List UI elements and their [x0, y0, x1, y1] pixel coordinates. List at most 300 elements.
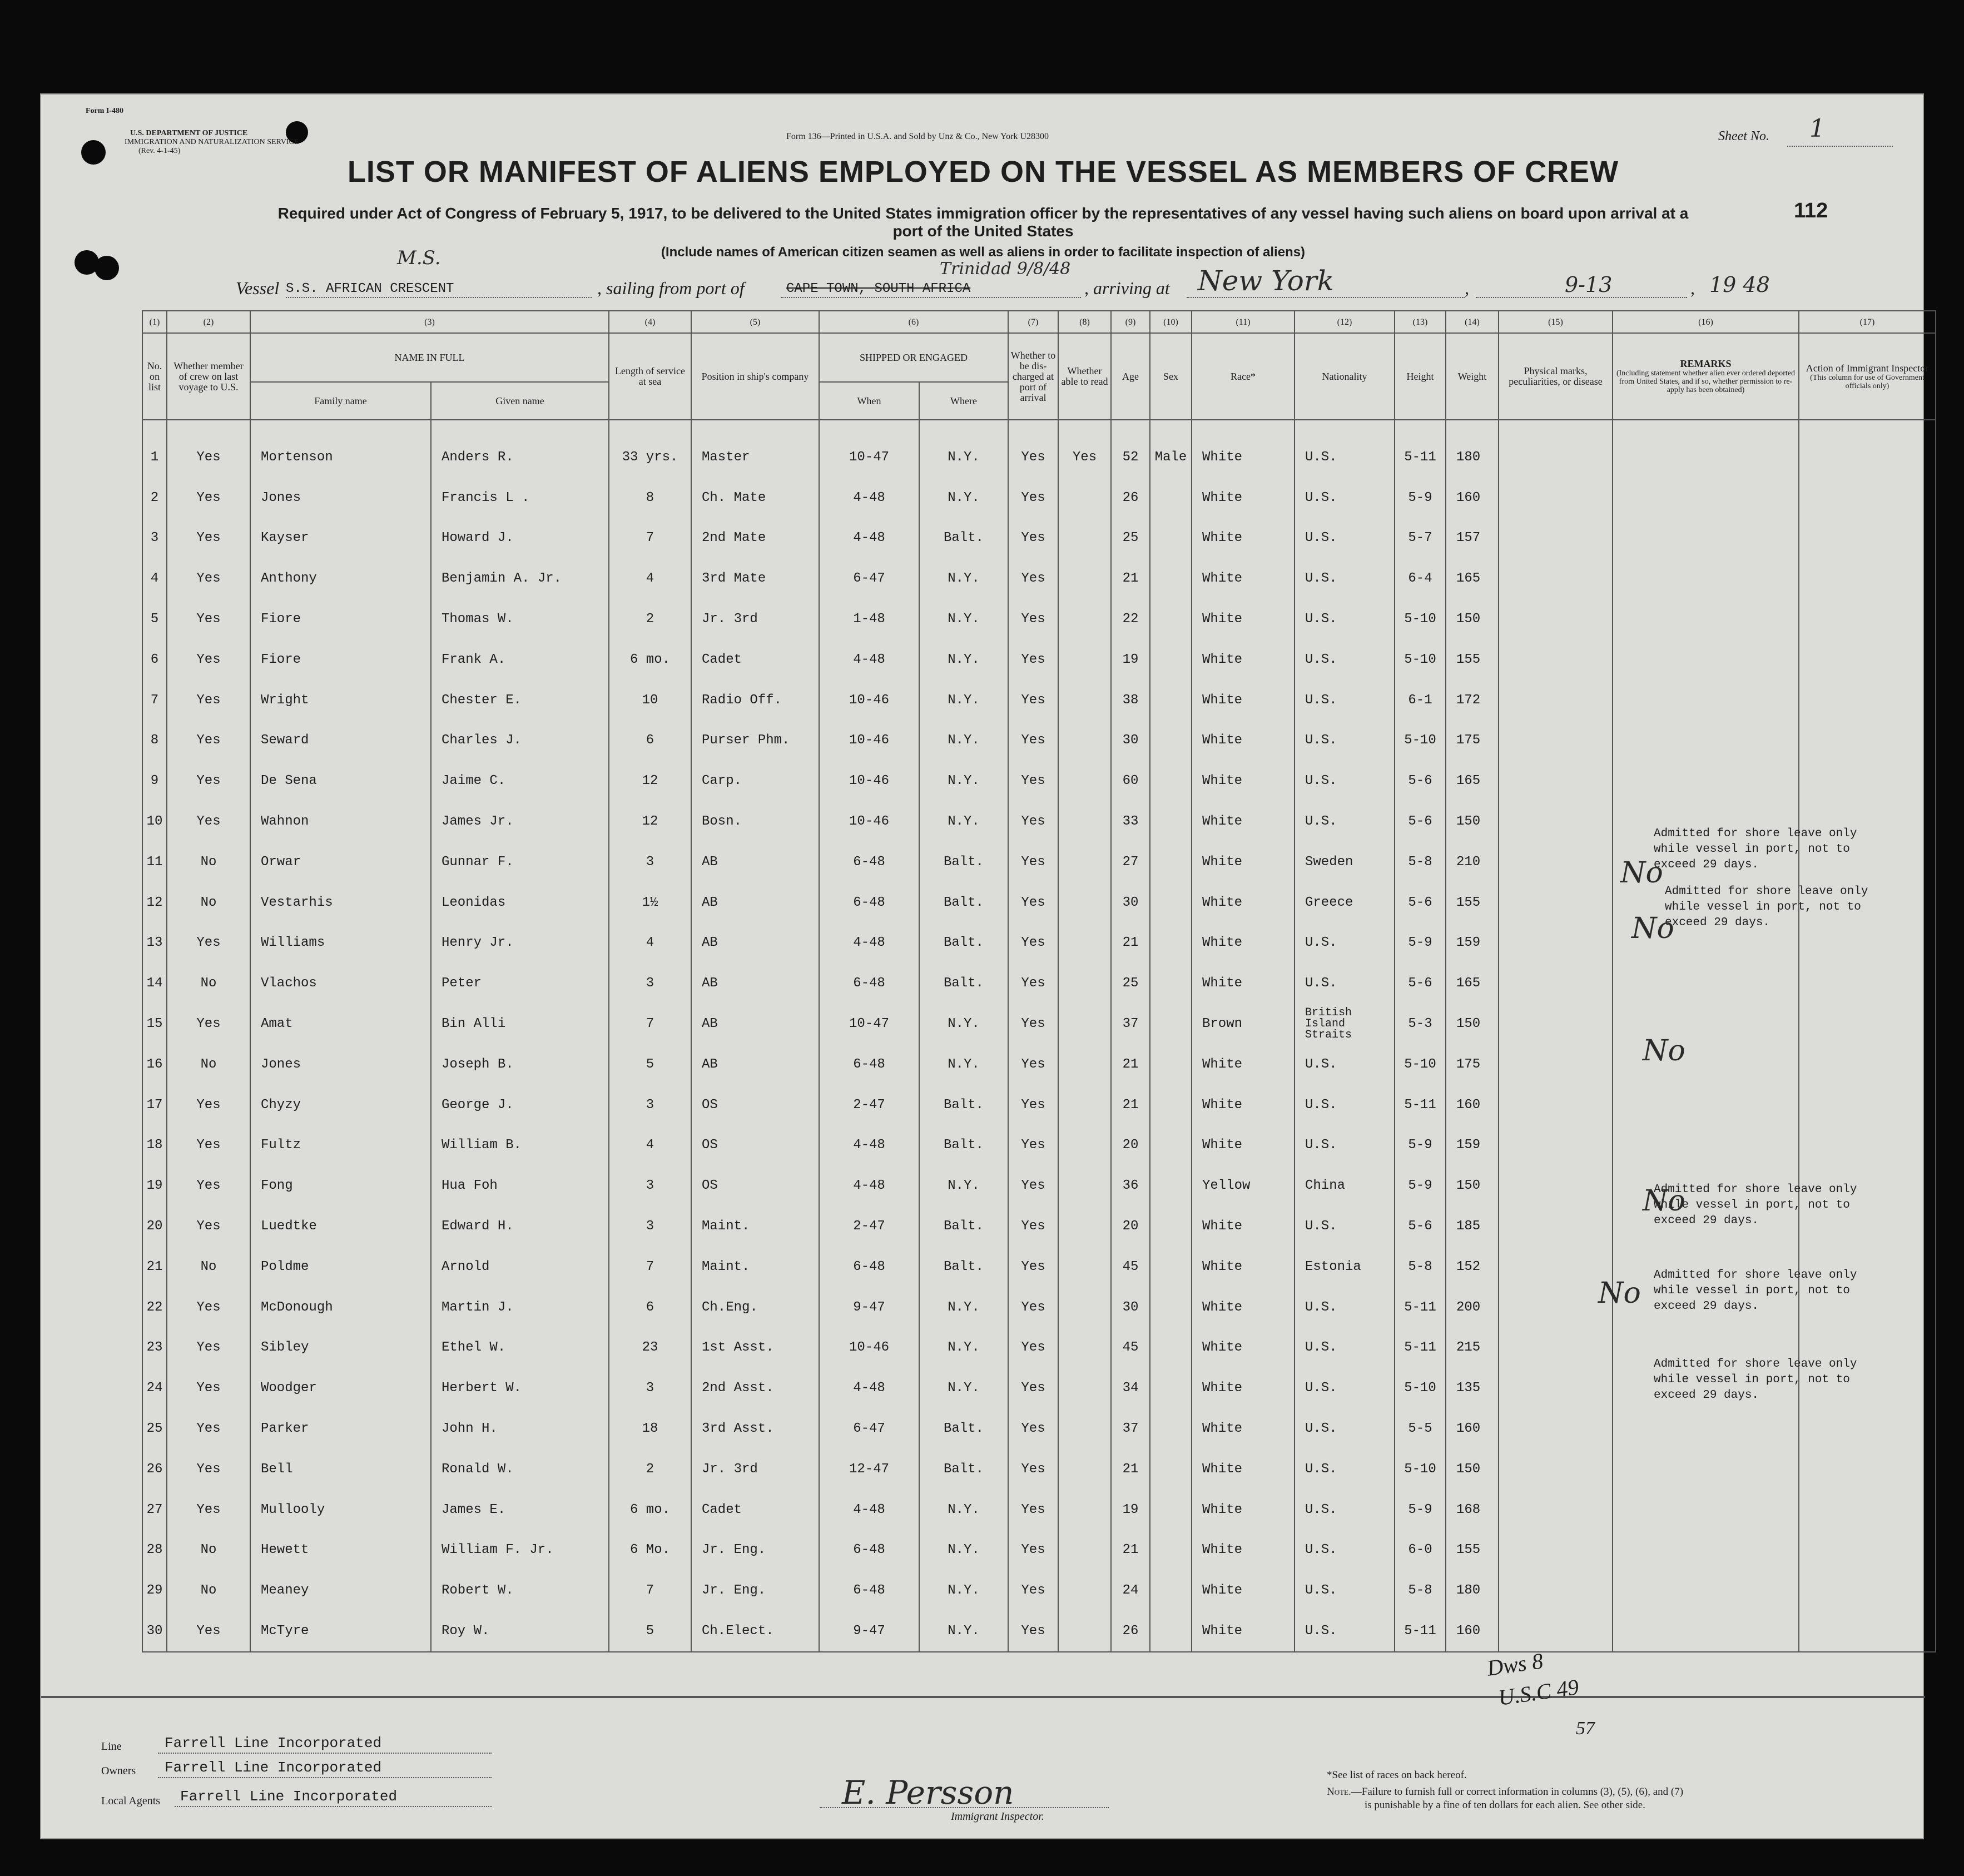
- cell-nationality: U.S.: [1295, 599, 1395, 639]
- cell-able-to-read: [1058, 801, 1111, 842]
- cell-nationality: U.S.: [1295, 1206, 1395, 1247]
- remarks-title: REMARKS: [1680, 358, 1732, 369]
- cell-position: Bosn.: [691, 801, 819, 842]
- cell-weight: 150: [1446, 599, 1499, 639]
- cell-remarks: [1613, 1004, 1799, 1044]
- col-nationality: Nationality: [1295, 333, 1395, 420]
- note-text1: —Failure to furnish full or correct information in columns (3), (5), (6), and (7): [1351, 1786, 1684, 1798]
- cell-previous-voyage: Yes: [167, 721, 250, 761]
- cell-shipped-where: Balt.: [919, 842, 1008, 882]
- cell-shipped-where: Balt.: [919, 1206, 1008, 1247]
- margin-cell: [1936, 599, 1951, 639]
- col14-number: (14): [1446, 311, 1499, 333]
- cell-age: 30: [1111, 882, 1150, 923]
- cell-family-name: Poldme: [250, 1247, 431, 1287]
- cell-height: 5-9: [1395, 923, 1446, 964]
- cell-service: 6: [609, 721, 691, 761]
- cell-shipped-where: Balt.: [919, 1125, 1008, 1166]
- inspector-no-mark: No: [1620, 856, 1663, 890]
- cell-inspector-action: [1799, 1570, 1936, 1611]
- cell-weight: 165: [1446, 963, 1499, 1004]
- cell-family-name: Luedtke: [250, 1206, 431, 1247]
- cell-able-to-read: [1058, 1004, 1111, 1044]
- cell-shipped-when: 4-48: [819, 1368, 919, 1408]
- cell-sex: [1150, 1044, 1192, 1085]
- table-row: [119, 963, 1951, 1004]
- cell-race: White: [1192, 1287, 1295, 1328]
- cell-previous-voyage: Yes: [167, 558, 250, 599]
- cell-no: 22: [142, 1287, 167, 1328]
- cell-family-name: Fong: [250, 1165, 431, 1206]
- cell-shipped-when: 9-47: [819, 1287, 919, 1328]
- cell-previous-voyage: Yes: [167, 1368, 250, 1408]
- col8-number: (8): [1058, 311, 1111, 333]
- cell-nationality: U.S.: [1295, 518, 1395, 559]
- inspector-no-mark: No: [1643, 1184, 1685, 1218]
- cell-age: 20: [1111, 1125, 1150, 1166]
- cell-family-name: Wright: [250, 680, 431, 721]
- cell-weight: 155: [1446, 639, 1499, 680]
- arriving-port: New York: [1198, 265, 1334, 297]
- cell-shipped-when: 10-46: [819, 761, 919, 801]
- cell-previous-voyage: Yes: [167, 1206, 250, 1247]
- margin-cell: [119, 1611, 142, 1652]
- cell-sex: [1150, 1247, 1192, 1287]
- table-row: [119, 721, 1951, 761]
- cell-height: 5-6: [1395, 761, 1446, 801]
- footer-divider: [41, 1696, 1925, 1698]
- cell-height: 5-9: [1395, 478, 1446, 518]
- cell-age: 38: [1111, 680, 1150, 721]
- cell-previous-voyage: No: [167, 1530, 250, 1571]
- cell-inspector-action: [1799, 1611, 1936, 1652]
- cell-discharged: Yes: [1008, 1490, 1058, 1530]
- cell-nationality: Greece: [1295, 882, 1395, 923]
- cell-no: 9: [142, 761, 167, 801]
- margin-cell: [1936, 1085, 1951, 1125]
- cell-no: 24: [142, 1368, 167, 1408]
- cell-able-to-read: [1058, 478, 1111, 518]
- remark-admitted-shore-leave: Admitted for shore leave only while vessel in port, not to exceed 29 days.: [1665, 885, 1868, 929]
- table-row: [119, 420, 1951, 478]
- cell-no: 8: [142, 721, 167, 761]
- cell-age: 45: [1111, 1247, 1150, 1287]
- cell-age: 30: [1111, 721, 1150, 761]
- cell-previous-voyage: Yes: [167, 1449, 250, 1490]
- cell-height: 5-11: [1395, 1328, 1446, 1368]
- cell-nationality: U.S.: [1295, 1125, 1395, 1166]
- cell-service: 6 mo.: [609, 639, 691, 680]
- cell-race: White: [1192, 882, 1295, 923]
- margin-cell: [119, 882, 142, 923]
- cell-given-name: Hua Foh: [431, 1165, 609, 1206]
- cell-no: 2: [142, 478, 167, 518]
- cell-race: White: [1192, 639, 1295, 680]
- cell-race: White: [1192, 1206, 1295, 1247]
- col-inspector-action: [1799, 333, 1936, 420]
- cell-inspector-action: [1799, 1408, 1936, 1449]
- cell-family-name: Vlachos: [250, 963, 431, 1004]
- cell-shipped-where: N.Y.: [919, 1490, 1008, 1530]
- margin-cell: [1936, 478, 1951, 518]
- cell-weight: 180: [1446, 1570, 1499, 1611]
- cell-family-name: Mullooly: [250, 1490, 431, 1530]
- cell-height: 5-7: [1395, 518, 1446, 559]
- cell-race: White: [1192, 963, 1295, 1004]
- cell-weight: 175: [1446, 1044, 1499, 1085]
- cell-physical-marks: [1499, 518, 1613, 559]
- cell-shipped-when: 4-48: [819, 639, 919, 680]
- margin-cell: [119, 801, 142, 842]
- cell-physical-marks: [1499, 721, 1613, 761]
- inspector-no-mark: No: [1598, 1277, 1641, 1310]
- cell-discharged: Yes: [1008, 721, 1058, 761]
- cell-discharged: Yes: [1008, 1449, 1058, 1490]
- table-row: [119, 639, 1951, 680]
- cell-nationality: U.S.: [1295, 1085, 1395, 1125]
- col-remarks: [1613, 333, 1799, 420]
- margin-cell: [1936, 1044, 1951, 1085]
- sheet-label: Sheet No.: [1718, 129, 1769, 143]
- cell-height: 5-6: [1395, 801, 1446, 842]
- tally-line2: U.S.C 49: [1496, 1674, 1581, 1710]
- cell-race: Brown: [1192, 1004, 1295, 1044]
- cell-age: 24: [1111, 1570, 1150, 1611]
- cell-previous-voyage: Yes: [167, 680, 250, 721]
- cell-no: 3: [142, 518, 167, 559]
- cell-weight: 150: [1446, 1165, 1499, 1206]
- cell-inspector-action: [1799, 1004, 1936, 1044]
- cell-no: 10: [142, 801, 167, 842]
- remarks-note: (Including statement whether alien ever ordered deported from United States, and if so, whether permission to re-apply has been obtained): [1616, 369, 1796, 394]
- cell-shipped-when: 12-47: [819, 1449, 919, 1490]
- cell-discharged: Yes: [1008, 882, 1058, 923]
- cell-height: 5-9: [1395, 1165, 1446, 1206]
- col4-number: (4): [609, 311, 691, 333]
- col9-number: (9): [1111, 311, 1150, 333]
- cell-race: Yellow: [1192, 1165, 1295, 1206]
- cell-discharged: Yes: [1008, 558, 1058, 599]
- cell-nationality: U.S.: [1295, 1449, 1395, 1490]
- cell-remarks: [1613, 1490, 1799, 1530]
- cell-discharged: Yes: [1008, 1530, 1058, 1571]
- cell-weight: 175: [1446, 721, 1499, 761]
- cell-service: 3: [609, 1368, 691, 1408]
- cell-position: Cadet: [691, 639, 819, 680]
- cell-shipped-where: Balt.: [919, 518, 1008, 559]
- inspector-action-note: (This column for use of Government officials only): [1810, 373, 1925, 390]
- margin-cell: [1936, 721, 1951, 761]
- cell-able-to-read: [1058, 639, 1111, 680]
- cell-race: White: [1192, 1328, 1295, 1368]
- cell-nationality: U.S.: [1295, 1490, 1395, 1530]
- cell-previous-voyage: Yes: [167, 1611, 250, 1652]
- cell-service: 12: [609, 801, 691, 842]
- cell-race: White: [1192, 1044, 1295, 1085]
- cell-age: 21: [1111, 558, 1150, 599]
- cell-inspector-action: [1799, 1044, 1936, 1085]
- cell-inspector-action: [1799, 1125, 1936, 1166]
- cell-physical-marks: [1499, 680, 1613, 721]
- cell-given-name: Charles J.: [431, 721, 609, 761]
- line-value: Farrell Line Incorporated: [165, 1735, 382, 1751]
- cell-shipped-when: 10-47: [819, 420, 919, 478]
- cell-nationality: U.S.: [1295, 1287, 1395, 1328]
- cell-given-name: James E.: [431, 1490, 609, 1530]
- cell-age: 37: [1111, 1004, 1150, 1044]
- cell-sex: [1150, 680, 1192, 721]
- crew-manifest-table: [119, 310, 1951, 1652]
- cell-family-name: Anthony: [250, 558, 431, 599]
- table-row: [119, 1530, 1951, 1571]
- cell-sex: [1150, 1570, 1192, 1611]
- cell-age: 30: [1111, 1287, 1150, 1328]
- cell-discharged: Yes: [1008, 801, 1058, 842]
- cell-previous-voyage: No: [167, 1044, 250, 1085]
- cell-service: 10: [609, 680, 691, 721]
- cell-nationality: U.S.: [1295, 1611, 1395, 1652]
- col15-number: (15): [1499, 311, 1613, 333]
- cell-able-to-read: [1058, 1206, 1111, 1247]
- cell-position: AB: [691, 923, 819, 964]
- inspector-no-mark: No: [1643, 1034, 1685, 1068]
- cell-sex: [1150, 478, 1192, 518]
- include-note: (Include names of American citizen seamen as well as aliens in order to facilitate inspection of aliens): [661, 245, 1306, 260]
- inspector-label: Immigrant Inspector.: [951, 1810, 1044, 1823]
- cell-physical-marks: [1499, 1530, 1613, 1571]
- cell-service: 1½: [609, 882, 691, 923]
- cell-height: 5-10: [1395, 599, 1446, 639]
- cell-sex: [1150, 1530, 1192, 1571]
- cell-nationality: U.S.: [1295, 1044, 1395, 1085]
- left-margin: [119, 311, 142, 420]
- vessel-label: Vessel: [236, 278, 280, 298]
- cell-position: OS: [691, 1165, 819, 1206]
- margin-cell: [119, 1044, 142, 1085]
- cell-given-name: Martin J.: [431, 1287, 609, 1328]
- cell-shipped-where: N.Y.: [919, 558, 1008, 599]
- cell-shipped-when: 10-47: [819, 1004, 919, 1044]
- cell-service: 5: [609, 1044, 691, 1085]
- cell-weight: 168: [1446, 1490, 1499, 1530]
- cell-previous-voyage: Yes: [167, 1408, 250, 1449]
- cell-able-to-read: [1058, 518, 1111, 559]
- cell-no: 17: [142, 1085, 167, 1125]
- cell-physical-marks: [1499, 1408, 1613, 1449]
- col-race: Race*: [1192, 333, 1295, 420]
- cell-weight: 165: [1446, 761, 1499, 801]
- cell-able-to-read: [1058, 1611, 1111, 1652]
- margin-cell: [1936, 882, 1951, 923]
- cell-discharged: Yes: [1008, 963, 1058, 1004]
- margin-cell: [119, 639, 142, 680]
- cell-able-to-read: [1058, 1449, 1111, 1490]
- cell-discharged: Yes: [1008, 923, 1058, 964]
- cell-remarks: [1613, 478, 1799, 518]
- remark-admitted-shore-leave: Admitted for shore leave only while vessel in port, not to exceed 29 days.: [1654, 827, 1857, 871]
- cell-weight: 152: [1446, 1247, 1499, 1287]
- cell-sex: [1150, 1408, 1192, 1449]
- margin-cell: [1936, 1247, 1951, 1287]
- col-physical-marks: Physical marks, peculiarities, or disease: [1499, 333, 1613, 420]
- cell-position: Jr. 3rd: [691, 599, 819, 639]
- cell-shipped-when: 6-47: [819, 558, 919, 599]
- cell-given-name: Arnold: [431, 1247, 609, 1287]
- cell-able-to-read: [1058, 923, 1111, 964]
- cell-height: 5-11: [1395, 1287, 1446, 1328]
- cell-previous-voyage: Yes: [167, 1004, 250, 1044]
- cell-given-name: Leonidas: [431, 882, 609, 923]
- cell-no: 30: [142, 1611, 167, 1652]
- cell-age: 25: [1111, 963, 1150, 1004]
- cell-position: 2nd Mate: [691, 518, 819, 559]
- cell-no: 20: [142, 1206, 167, 1247]
- cell-race: White: [1192, 518, 1295, 559]
- cell-able-to-read: [1058, 1044, 1111, 1085]
- margin-cell: [1936, 420, 1951, 478]
- cell-given-name: Jaime C.: [431, 761, 609, 801]
- cell-weight: 150: [1446, 801, 1499, 842]
- cell-service: 18: [609, 1408, 691, 1449]
- cell-shipped-when: 4-48: [819, 1125, 919, 1166]
- cell-family-name: Kayser: [250, 518, 431, 559]
- cell-height: 5-8: [1395, 1247, 1446, 1287]
- cell-inspector-action: [1799, 1490, 1936, 1530]
- cell-shipped-where: Balt.: [919, 963, 1008, 1004]
- cell-previous-voyage: Yes: [167, 1287, 250, 1328]
- cell-service: 33 yrs.: [609, 420, 691, 478]
- cell-weight: 160: [1446, 478, 1499, 518]
- cell-physical-marks: [1499, 1165, 1613, 1206]
- cell-discharged: Yes: [1008, 1408, 1058, 1449]
- cell-able-to-read: [1058, 599, 1111, 639]
- cell-weight: 160: [1446, 1611, 1499, 1652]
- margin-cell: [119, 1206, 142, 1247]
- cell-position: 3rd Asst.: [691, 1408, 819, 1449]
- margin-cell: [1936, 1328, 1951, 1368]
- cell-inspector-action: [1799, 639, 1936, 680]
- cell-height: 5-5: [1395, 1408, 1446, 1449]
- cell-position: Carp.: [691, 761, 819, 801]
- margin-cell: [1936, 1004, 1951, 1044]
- cell-discharged: Yes: [1008, 420, 1058, 478]
- cell-height: 6-4: [1395, 558, 1446, 599]
- cell-height: 5-11: [1395, 1085, 1446, 1125]
- cell-shipped-when: 9-47: [819, 1611, 919, 1652]
- cell-discharged: Yes: [1008, 639, 1058, 680]
- cell-able-to-read: [1058, 558, 1111, 599]
- col12-number: (12): [1295, 311, 1395, 333]
- cell-remarks: [1613, 1449, 1799, 1490]
- cell-given-name: John H.: [431, 1408, 609, 1449]
- cell-sex: [1150, 1449, 1192, 1490]
- cell-discharged: Yes: [1008, 599, 1058, 639]
- cell-age: 21: [1111, 1044, 1150, 1085]
- cell-given-name: Robert W.: [431, 1570, 609, 1611]
- cell-inspector-action: [1799, 1449, 1936, 1490]
- cell-nationality: U.S.: [1295, 1570, 1395, 1611]
- cell-inspector-action: [1799, 721, 1936, 761]
- cell-weight: 159: [1446, 1125, 1499, 1166]
- cell-shipped-where: N.Y.: [919, 1328, 1008, 1368]
- margin-cell: [1936, 1287, 1951, 1328]
- cell-service: 7: [609, 1004, 691, 1044]
- cell-position: 2nd Asst.: [691, 1368, 819, 1408]
- cell-sex: [1150, 599, 1192, 639]
- cell-service: 23: [609, 1328, 691, 1368]
- cell-sex: [1150, 1368, 1192, 1408]
- cell-physical-marks: [1499, 801, 1613, 842]
- cell-age: 21: [1111, 1085, 1150, 1125]
- cell-shipped-where: N.Y.: [919, 721, 1008, 761]
- cell-sex: [1150, 639, 1192, 680]
- cell-nationality: U.S.: [1295, 558, 1395, 599]
- cell-physical-marks: [1499, 1125, 1613, 1166]
- cell-family-name: Fiore: [250, 599, 431, 639]
- cell-no: 4: [142, 558, 167, 599]
- cell-age: 60: [1111, 761, 1150, 801]
- margin-cell: [119, 1368, 142, 1408]
- cell-family-name: Parker: [250, 1408, 431, 1449]
- cell-weight: 135: [1446, 1368, 1499, 1408]
- cell-no: 28: [142, 1530, 167, 1571]
- cell-family-name: Wahnon: [250, 801, 431, 842]
- cell-height: 5-9: [1395, 1125, 1446, 1166]
- cell-service: 7: [609, 1247, 691, 1287]
- cell-age: 52: [1111, 420, 1150, 478]
- cell-remarks: [1613, 1530, 1799, 1571]
- col-discharged: Whether to be dis-charged at port of arrival: [1008, 333, 1058, 420]
- cell-remarks: [1613, 599, 1799, 639]
- cell-family-name: Amat: [250, 1004, 431, 1044]
- port-line: port of the United States: [892, 222, 1074, 240]
- cell-given-name: Joseph B.: [431, 1044, 609, 1085]
- cell-race: White: [1192, 478, 1295, 518]
- cell-height: 5-11: [1395, 1611, 1446, 1652]
- table-row: [119, 1490, 1951, 1530]
- cell-able-to-read: [1058, 1490, 1111, 1530]
- cell-service: 2: [609, 1449, 691, 1490]
- cell-shipped-when: 4-48: [819, 923, 919, 964]
- margin-cell: [119, 1085, 142, 1125]
- cell-family-name: Hewett: [250, 1530, 431, 1571]
- cell-able-to-read: [1058, 963, 1111, 1004]
- margin-cell: [119, 1449, 142, 1490]
- cell-position: Jr. 3rd: [691, 1449, 819, 1490]
- cell-sex: [1150, 1490, 1192, 1530]
- cell-shipped-where: Balt.: [919, 882, 1008, 923]
- cell-given-name: Gunnar F.: [431, 842, 609, 882]
- col2-number: (2): [167, 311, 250, 333]
- cell-position: Jr. Eng.: [691, 1530, 819, 1571]
- cell-discharged: Yes: [1008, 1125, 1058, 1166]
- margin-cell: [119, 1247, 142, 1287]
- cell-family-name: McTyre: [250, 1611, 431, 1652]
- cell-previous-voyage: Yes: [167, 1085, 250, 1125]
- cell-remarks: [1613, 420, 1799, 478]
- cell-given-name: Frank A.: [431, 639, 609, 680]
- cell-previous-voyage: Yes: [167, 1490, 250, 1530]
- cell-nationality: U.S.: [1295, 963, 1395, 1004]
- margin-cell: [119, 420, 142, 478]
- cell-physical-marks: [1499, 1449, 1613, 1490]
- cell-remarks: [1613, 963, 1799, 1004]
- margin-cell: [119, 1490, 142, 1530]
- cell-weight: 159: [1446, 923, 1499, 964]
- margin-cell: [1936, 680, 1951, 721]
- cell-sex: [1150, 923, 1192, 964]
- cell-race: White: [1192, 420, 1295, 478]
